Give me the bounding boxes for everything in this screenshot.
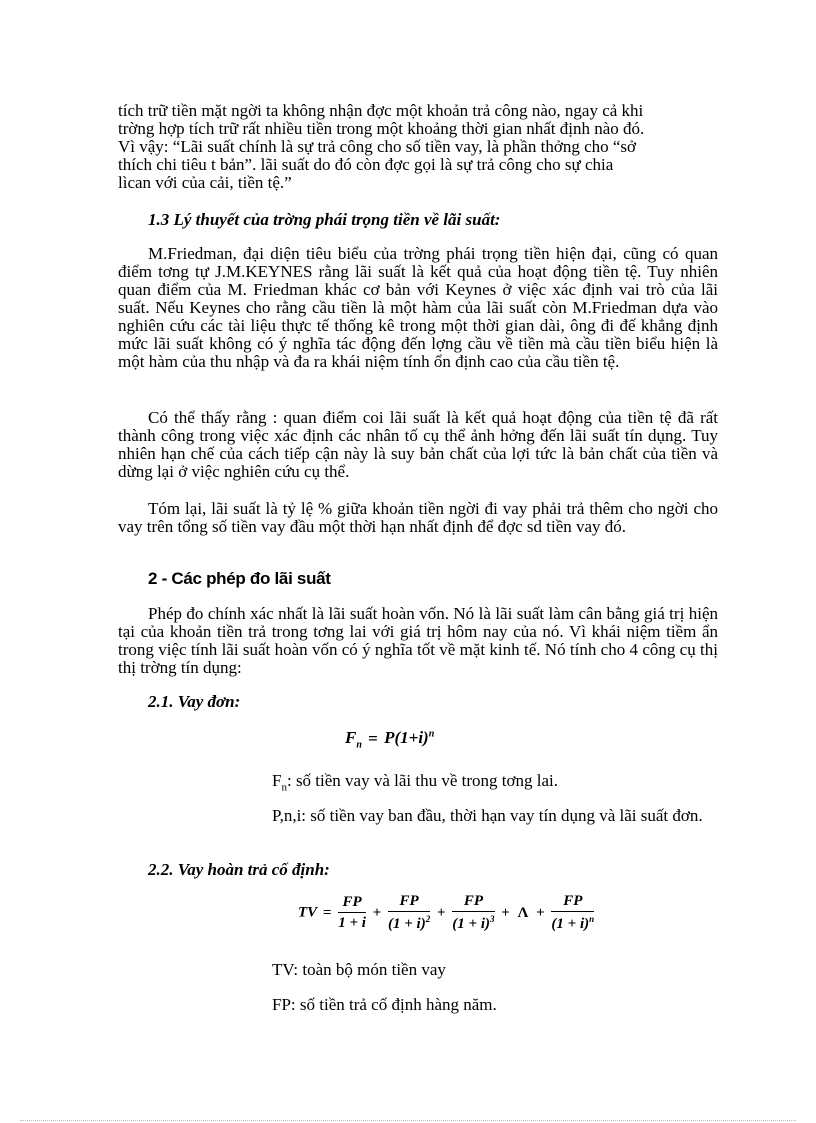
denominator-exponent: 3: [490, 914, 495, 924]
intro-line: tích trữ tiền mặt ngời ta không nhận đợc một khoản trả công nào, ngay cả khi: [118, 101, 644, 120]
fraction-denominator: [551, 912, 594, 933]
denominator-base: (1 + i): [388, 916, 426, 932]
fraction-denominator: 1 + i: [338, 915, 366, 931]
definition-fn-symbol: F: [272, 771, 282, 790]
definition-fn-text: : số tiền vay và lãi thu về trong tơng lai.: [286, 771, 558, 790]
denominator-base: (1 + i): [452, 916, 491, 932]
definition-pni: P,n,i: số tiền vay ban đầu, thời hạn vay tín dụng và lãi suất đơn.: [272, 806, 703, 825]
fraction-numerator: FP: [338, 894, 366, 913]
section-1-3-paragraph-3: Tóm lại, lãi suất là tỷ lệ % giữa khoản tiền ngời đi vay phải trả thêm cho ngời cho vay trên tổng số tiền vay đầu một thời hạn nhất định để đợc sd tiền vay đó.: [118, 499, 718, 536]
fraction-denominator: [388, 912, 430, 933]
definition-tv: TV: toàn bộ món tiền vay: [272, 960, 446, 979]
section-2-paragraph: Phép đo chính xác nhất là lãi suất hoàn vốn. Nó là lãi suất làm cân bằng giá trị hiện tại của khoản tiền trả trong tơng lai với giá trị hôm nay của nó. Vì khái niệm tiềm ẩn trong việc tính lãi suất hoàn vốn có ý nghĩa tốt về mặt kinh tế. Nó tính cho 4 công cụ thị thị trờng tín dụng:: [118, 604, 718, 677]
formula-plus: +: [372, 904, 382, 921]
intro-line: lìcan với của cải, tiền tệ.”: [118, 173, 292, 192]
intro-paragraph: [118, 102, 722, 192]
formula-tv: TV: [298, 904, 318, 921]
fraction-denominator: [452, 912, 494, 933]
section-2-2-heading: 2.2. Vay hoàn trả cố định:: [148, 860, 330, 879]
fixed-payment-formula: [298, 893, 595, 933]
fraction-term-1: [338, 894, 366, 932]
fraction-numerator: FP: [388, 893, 430, 912]
formula-rhs-sup: n: [428, 728, 435, 740]
definition-fn-sub: n: [281, 781, 287, 794]
formula-equals: =: [322, 904, 332, 921]
denominator-exponent: n: [589, 914, 595, 924]
intro-line: trờng hợp tích trữ rất nhiều tiền trong một khoảng thời gian nhất định nào đó.: [118, 119, 645, 138]
section-2-heading: 2 - Các phép đo lãi suất: [148, 569, 331, 588]
formula-plus: +: [501, 904, 510, 921]
simple-loan-formula: [345, 728, 434, 750]
fraction-term-3: [452, 893, 494, 933]
formula-lhs-sub: n: [356, 739, 362, 751]
fraction-numerator: FP: [551, 893, 594, 912]
fraction-numerator: FP: [452, 893, 494, 912]
definition-fn: [272, 772, 718, 796]
formula-lhs: F: [345, 728, 357, 747]
intro-line: thích chi tiêu t bản”. lãi suất do đó còn đợc gọi là sự trả công cho sự chia: [118, 155, 614, 174]
formula-ellipsis: Λ: [517, 904, 529, 921]
fraction-term-2: [388, 893, 430, 933]
formula-rhs: P(1+i): [384, 728, 429, 747]
fraction-term-n: [551, 893, 594, 933]
section-1-3-paragraph-2: Có thể thấy rằng : quan điểm coi lãi suất là kết quả hoạt động của tiền tệ đã rất thành công trong việc xác định các nhân tố cụ thể ảnh hởng đến lãi suất tín dụng. Tuy nhiên hạn chế của cách tiếp cận này là suy bản chất của lợi tức là bản chất của tiền và dừng lại ở việc nghiên cứu cụ thể.: [118, 408, 718, 481]
intro-line: Vì vậy: “Lãi suất chính là sự trả công cho số tiền vay, là phần thởng cho “sở: [118, 137, 637, 156]
denominator-base: (1 + i): [551, 916, 590, 932]
section-1-3-heading: 1.3 Lý thuyết của trờng phái trọng tiền về lãi suất:: [148, 210, 501, 229]
formula-plus: +: [536, 904, 545, 921]
section-1-3-paragraph-1: M.Friedman, đại diện tiêu biểu của trờng phái trọng tiền hiện đại, cũng có quan điểm tơng tự J.M.KEYNES rằng lãi suất là kết quả của hoạt động tiền tệ. Tuy nhiên quan điểm của M. Friedman khác cơ bản với Keynes ở việc xác định vai trò của lãi suất. Nếu Keynes cho rằng cầu tiền là một hàm của lãi suất còn M.Friedman dựa vào nghiên cứu các tài liệu thực tế thống kê trong một thời gian dài, ông đi đế khẳng định mức lãi suất không có ý nghĩa tác động đến lợng cầu về tiền mà cầu tiền biểu hiện là một hàm của thu nhập và đa ra khái niệm tính ổn định cao của cầu tiền tệ.: [118, 244, 718, 371]
section-2-1-heading: 2.1. Vay đơn:: [148, 692, 241, 711]
formula-equals: =: [368, 729, 378, 749]
page-bottom-divider: [20, 1120, 796, 1121]
definition-fp: FP: số tiền trả cố định hàng năm.: [272, 995, 497, 1014]
formula-plus: +: [436, 904, 446, 921]
denominator-exponent: 2: [425, 914, 431, 924]
